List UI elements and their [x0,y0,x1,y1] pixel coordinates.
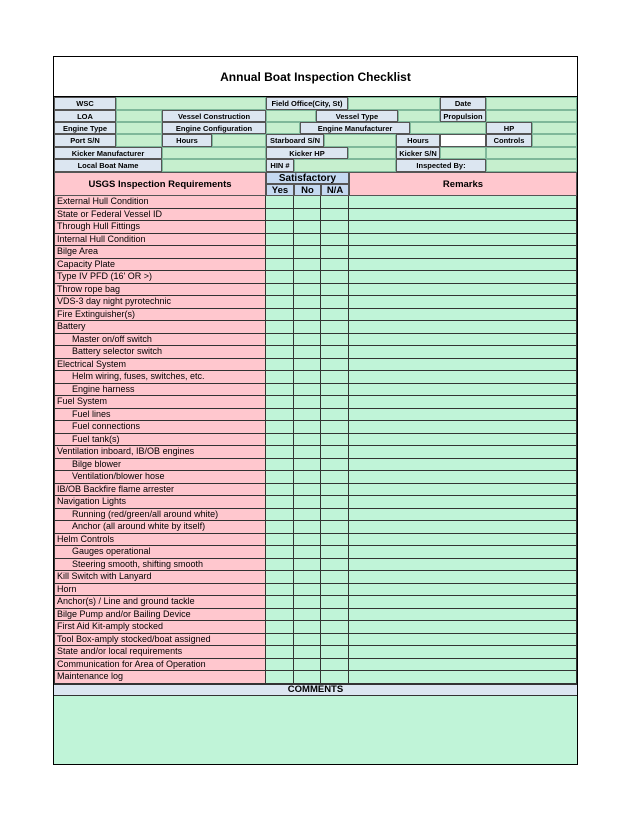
hours-label: Hours [162,134,212,147]
remarks-header: Remarks [349,172,577,196]
remarks-cell[interactable] [349,221,577,234]
starboard-sn-label: Starboard S/N [266,134,324,147]
requirement-item: Master on/off switch [54,334,266,347]
yes-cell[interactable] [266,621,294,634]
remarks-cell[interactable] [349,209,577,222]
requirement-item: Capacity Plate [54,259,266,272]
yes-cell[interactable] [266,521,294,534]
remarks-cell[interactable] [349,321,577,334]
no-cell[interactable] [294,196,321,209]
no-cell[interactable] [294,409,321,422]
no-cell[interactable] [294,271,321,284]
requirements-header: USGS Inspection Requirements [54,172,266,196]
requirement-item: Running (red/green/all around white) [54,509,266,522]
inspection-form [53,56,578,765]
requirement-item: Steering smooth, shifting smooth [54,559,266,572]
remarks-cell[interactable] [349,596,577,609]
date-label: Date [440,97,486,110]
local-boat-name-label: Local Boat Name [54,159,162,172]
na-cell[interactable] [321,271,349,284]
remarks-cell[interactable] [349,471,577,484]
yes-cell[interactable] [266,209,294,222]
na-cell[interactable] [321,371,349,384]
yes-cell[interactable] [266,296,294,309]
local-boat-name-field[interactable] [162,159,266,172]
remarks-cell[interactable] [349,659,577,672]
hours-field[interactable] [212,134,266,147]
remarks-cell[interactable] [349,309,577,322]
requirement-item: Fuel lines [54,409,266,422]
requirement-item: External Hull Condition [54,196,266,209]
yes-cell[interactable] [266,196,294,209]
requirement-item: Helm wiring, fuses, switches, etc. [54,371,266,384]
yes-cell[interactable] [266,409,294,422]
na-cell[interactable] [321,471,349,484]
no-cell[interactable] [294,209,321,222]
remarks-cell[interactable] [349,259,577,272]
no-cell[interactable] [294,396,321,409]
requirement-item: Helm Controls [54,534,266,547]
na-cell[interactable] [321,659,349,672]
requirement-item: State and/or local requirements [54,646,266,659]
no-header: No [294,184,321,196]
requirement-item: Battery [54,321,266,334]
comments-area[interactable] [54,696,577,764]
na-cell[interactable] [321,396,349,409]
requirement-item: Kill Switch with Lanyard [54,571,266,584]
loa-label: LOA [54,110,116,122]
yes-cell[interactable] [266,371,294,384]
remarks-cell[interactable] [349,609,577,622]
no-cell[interactable] [294,496,321,509]
requirement-item: Maintenance log [54,671,266,684]
requirement-item: Battery selector switch [54,346,266,359]
na-cell[interactable] [321,359,349,372]
remarks-cell[interactable] [349,459,577,472]
na-cell[interactable] [321,534,349,547]
requirement-item: Gauges operational [54,546,266,559]
yes-cell[interactable] [266,271,294,284]
propulsion-field[interactable] [486,110,577,122]
yes-cell[interactable] [266,459,294,472]
hours2-label: Hours [396,134,440,147]
requirement-item: Horn [54,584,266,597]
na-cell[interactable] [321,409,349,422]
no-cell[interactable] [294,509,321,522]
yes-cell[interactable] [266,634,294,647]
no-cell[interactable] [294,546,321,559]
remarks-cell[interactable] [349,234,577,247]
na-cell[interactable] [321,609,349,622]
remarks-cell[interactable] [349,359,577,372]
yes-cell[interactable] [266,221,294,234]
no-cell[interactable] [294,321,321,334]
remarks-cell[interactable] [349,571,577,584]
hin-field[interactable] [294,159,396,172]
requirement-item: Fuel tank(s) [54,434,266,447]
remarks-cell[interactable] [349,546,577,559]
no-cell[interactable] [294,521,321,534]
na-cell[interactable] [321,421,349,434]
kicker-manufacturer-label: Kicker Manufacturer [54,147,162,159]
no-cell[interactable] [294,646,321,659]
starboard-sn-field[interactable] [324,134,396,147]
no-cell[interactable] [294,459,321,472]
requirement-item: Throw rope bag [54,284,266,297]
yes-cell[interactable] [266,359,294,372]
requirement-item: Type IV PFD (16' OR >) [54,271,266,284]
inspected-by-label: Inspected By: [396,159,486,172]
kicker-hp-field[interactable] [348,147,396,159]
no-cell[interactable] [294,446,321,459]
remarks-cell[interactable] [349,621,577,634]
remarks-cell[interactable] [349,671,577,684]
remarks-cell[interactable] [349,446,577,459]
engine-manufacturer-label: Engine Manufacturer [300,122,410,134]
remarks-cell[interactable] [349,296,577,309]
na-cell[interactable] [321,309,349,322]
controls-label: Controls [486,134,532,147]
requirement-item: First Aid Kit-amply stocked [54,621,266,634]
yes-cell[interactable] [266,596,294,609]
na-cell[interactable] [321,521,349,534]
na-cell[interactable] [321,384,349,397]
remarks-cell[interactable] [349,371,577,384]
kicker-manufacturer-field[interactable] [162,147,266,159]
na-cell[interactable] [321,209,349,222]
na-cell[interactable] [321,509,349,522]
loa-field[interactable] [116,110,162,122]
yes-cell[interactable] [266,284,294,297]
remarks-cell[interactable] [349,196,577,209]
requirement-item: Electrical System [54,359,266,372]
yes-cell[interactable] [266,534,294,547]
controls-field[interactable] [532,134,577,147]
yes-cell[interactable] [266,396,294,409]
no-cell[interactable] [294,334,321,347]
yes-cell[interactable] [266,246,294,259]
no-cell[interactable] [294,621,321,634]
no-cell[interactable] [294,284,321,297]
no-cell[interactable] [294,571,321,584]
remarks-cell[interactable] [349,409,577,422]
remarks-cell[interactable] [349,246,577,259]
hp-label: HP [486,122,532,134]
na-cell[interactable] [321,334,349,347]
yes-cell[interactable] [266,309,294,322]
yes-cell[interactable] [266,259,294,272]
na-cell[interactable] [321,346,349,359]
requirement-item: Fuel connections [54,421,266,434]
no-cell[interactable] [294,359,321,372]
no-cell[interactable] [294,534,321,547]
no-cell[interactable] [294,234,321,247]
remarks-cell[interactable] [349,284,577,297]
hp-field[interactable] [532,122,577,134]
engine-type-field[interactable] [116,122,162,134]
engine-configuration-label: Engine Configuration [162,122,266,134]
remarks-cell[interactable] [349,384,577,397]
remarks-cell[interactable] [349,521,577,534]
requirement-item: Anchor(s) / Line and ground tackle [54,596,266,609]
no-cell[interactable] [294,471,321,484]
yes-cell[interactable] [266,509,294,522]
hin-label: HIN # [266,159,294,172]
yes-cell[interactable] [266,421,294,434]
remarks-cell[interactable] [349,346,577,359]
na-cell[interactable] [321,196,349,209]
no-cell[interactable] [294,384,321,397]
na-cell[interactable] [321,646,349,659]
requirement-item: Through Hull Fittings [54,221,266,234]
requirement-item: Engine harness [54,384,266,397]
no-cell[interactable] [294,659,321,672]
no-cell[interactable] [294,246,321,259]
remarks-cell[interactable] [349,496,577,509]
yes-cell[interactable] [266,346,294,359]
na-cell[interactable] [321,571,349,584]
na-cell[interactable] [321,559,349,572]
inspected-by-field[interactable] [486,159,577,172]
field-office-field[interactable] [348,97,440,110]
yes-cell[interactable] [266,659,294,672]
yes-cell[interactable] [266,584,294,597]
requirement-item: Ventilation inboard, IB/OB engines [54,446,266,459]
remarks-cell[interactable] [349,509,577,522]
yes-cell[interactable] [266,571,294,584]
remarks-cell[interactable] [349,434,577,447]
remarks-cell[interactable] [349,584,577,597]
requirement-item: Fuel System [54,396,266,409]
propulsion-label: Propulsion [440,110,486,122]
na-cell[interactable] [321,296,349,309]
na-cell[interactable] [321,434,349,447]
remarks-cell[interactable] [349,271,577,284]
requirement-item: Bilge Area [54,246,266,259]
na-cell[interactable] [321,321,349,334]
date-field[interactable] [486,97,577,110]
vessel-type-label: Vessel Type [316,110,398,122]
requirement-item: IB/OB Backfire flame arrester [54,484,266,497]
na-cell[interactable] [321,246,349,259]
yes-cell[interactable] [266,434,294,447]
na-cell[interactable] [321,221,349,234]
engine-manufacturer-field[interactable] [410,122,486,134]
remarks-cell[interactable] [349,559,577,572]
na-header: N/A [321,184,349,196]
na-cell[interactable] [321,484,349,497]
engine-type-label: Engine Type [54,122,116,134]
engine-configuration-field[interactable] [266,122,300,134]
yes-cell[interactable] [266,471,294,484]
yes-header: Yes [266,184,294,196]
remarks-cell[interactable] [349,484,577,497]
no-cell[interactable] [294,484,321,497]
no-cell[interactable] [294,434,321,447]
na-cell[interactable] [321,671,349,684]
port-sn-label: Port S/N [54,134,116,147]
wsc-label: WSC [54,97,116,110]
no-cell[interactable] [294,371,321,384]
vessel-type-field[interactable] [398,110,440,122]
kicker-extra-field[interactable] [486,147,577,159]
yes-cell[interactable] [266,446,294,459]
port-sn-field[interactable] [116,134,162,147]
requirement-item: Internal Hull Condition [54,234,266,247]
kicker-hp-label: Kicker HP [266,147,348,159]
yes-cell[interactable] [266,671,294,684]
kicker-sn-label: Kicker S/N [396,147,440,159]
yes-cell[interactable] [266,546,294,559]
vessel-construction-field[interactable] [266,110,316,122]
no-cell[interactable] [294,671,321,684]
yes-cell[interactable] [266,384,294,397]
yes-cell[interactable] [266,234,294,247]
yes-cell[interactable] [266,321,294,334]
vessel-construction-label: Vessel Construction [162,110,266,122]
requirement-item: Tool Box-amply stocked/boat assigned [54,634,266,647]
na-cell[interactable] [321,259,349,272]
na-cell[interactable] [321,584,349,597]
no-cell[interactable] [294,596,321,609]
requirement-item: Navigation Lights [54,496,266,509]
yes-cell[interactable] [266,646,294,659]
wsc-field[interactable] [116,97,266,110]
requirement-item: Communication for Area of Operation [54,659,266,672]
no-cell[interactable] [294,634,321,647]
yes-cell[interactable] [266,609,294,622]
yes-cell[interactable] [266,334,294,347]
yes-cell[interactable] [266,484,294,497]
na-cell[interactable] [321,621,349,634]
remarks-cell[interactable] [349,634,577,647]
no-cell[interactable] [294,221,321,234]
no-cell[interactable] [294,584,321,597]
remarks-cell[interactable] [349,646,577,659]
remarks-cell[interactable] [349,396,577,409]
requirement-item: Fire Extinguisher(s) [54,309,266,322]
no-cell[interactable] [294,259,321,272]
no-cell[interactable] [294,559,321,572]
requirement-item: VDS-3 day night pyrotechnic [54,296,266,309]
remarks-cell[interactable] [349,534,577,547]
no-cell[interactable] [294,421,321,434]
no-cell[interactable] [294,309,321,322]
na-cell[interactable] [321,459,349,472]
comments-header: COMMENTS [54,684,577,696]
form-title: Annual Boat Inspection Checklist [54,57,577,97]
na-cell[interactable] [321,496,349,509]
requirement-item: Ventilation/blower hose [54,471,266,484]
kicker-sn-field[interactable] [440,147,486,159]
na-cell[interactable] [321,634,349,647]
no-cell[interactable] [294,346,321,359]
hours2-field[interactable] [440,134,486,147]
no-cell[interactable] [294,609,321,622]
field-office-label: Field Office(City, St) [266,97,348,110]
satisfactory-header: Satisfactory [266,172,349,184]
requirement-item: Bilge Pump and/or Bailing Device [54,609,266,622]
requirement-item: Bilge blower [54,459,266,472]
na-cell[interactable] [321,546,349,559]
remarks-cell[interactable] [349,334,577,347]
no-cell[interactable] [294,296,321,309]
yes-cell[interactable] [266,559,294,572]
requirement-item: State or Federal Vessel ID [54,209,266,222]
requirement-item: Anchor (all around white by itself) [54,521,266,534]
remarks-cell[interactable] [349,421,577,434]
na-cell[interactable] [321,446,349,459]
na-cell[interactable] [321,284,349,297]
yes-cell[interactable] [266,496,294,509]
na-cell[interactable] [321,234,349,247]
na-cell[interactable] [321,596,349,609]
